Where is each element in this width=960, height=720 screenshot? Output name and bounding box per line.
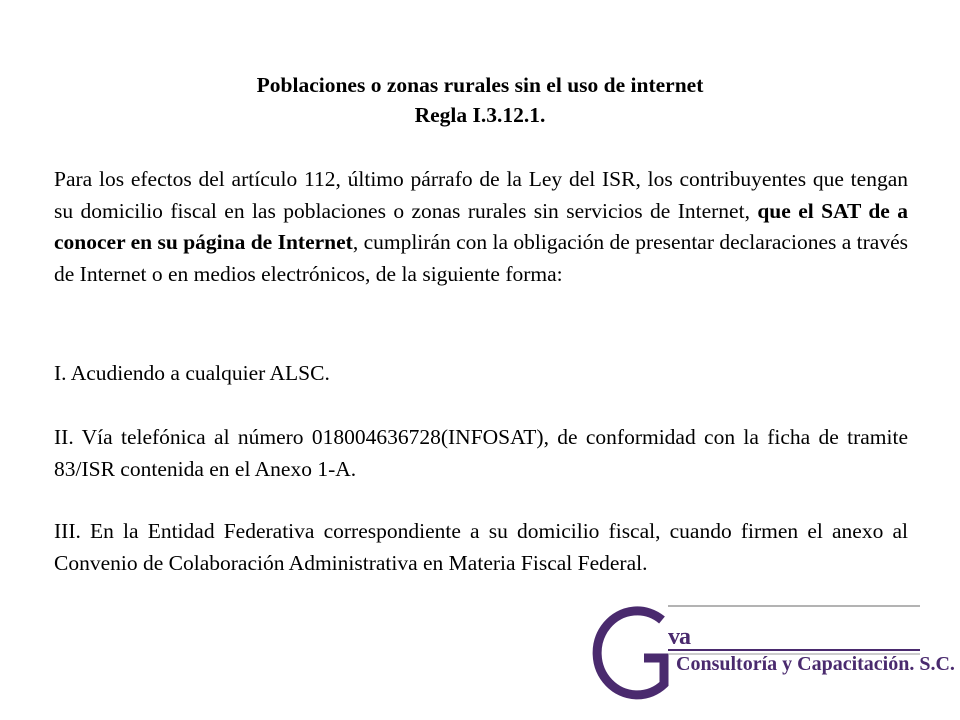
logo-mark-text: va (668, 624, 690, 650)
list-item-2-text: II. Vía telefónica al número 018004636728(INFOSAT), de conformidad con la ficha de tramite 83/ISR contenida en el Anexo 1-A. (54, 425, 908, 481)
slide-title (0, 70, 960, 130)
title-line-1: Poblaciones o zonas rurales sin el uso de internet (256, 73, 704, 97)
list-item-3-text: III. En la Entidad Federativa correspondiente a su domicilio fiscal, cuando firmen el anexo al Convenio de Colaboración Administrativa en Materia Fiscal Federal. (54, 519, 908, 575)
intro-text-end: , cumplirán con la obligación de presentar declaraciones a través de Internet o en medios electrónicos, de la siguiente forma: (54, 230, 908, 286)
title-line-2: Regla I.3.12.1. (414, 103, 546, 127)
intro-text-start: Para los efectos del artículo 112, último párrafo de la Ley del ISR, los contribuyentes que tengan su domicilio fiscal en las poblaciones o zonas rurales sin servicios de Internet, (54, 167, 908, 223)
list-item-2 (54, 422, 908, 485)
list-item-3 (54, 516, 908, 579)
company-logo (584, 598, 955, 708)
list-item-1-text: I. Acudiendo a cualquier ALSC. (54, 361, 330, 385)
intro-bold-phrase: que el SAT de a conocer en su página de Internet (54, 198, 908, 254)
logo-company-name: Consultoría y Capacitación. S.C. (676, 653, 955, 675)
list-item-1 (54, 358, 908, 390)
intro-paragraph (54, 164, 908, 290)
